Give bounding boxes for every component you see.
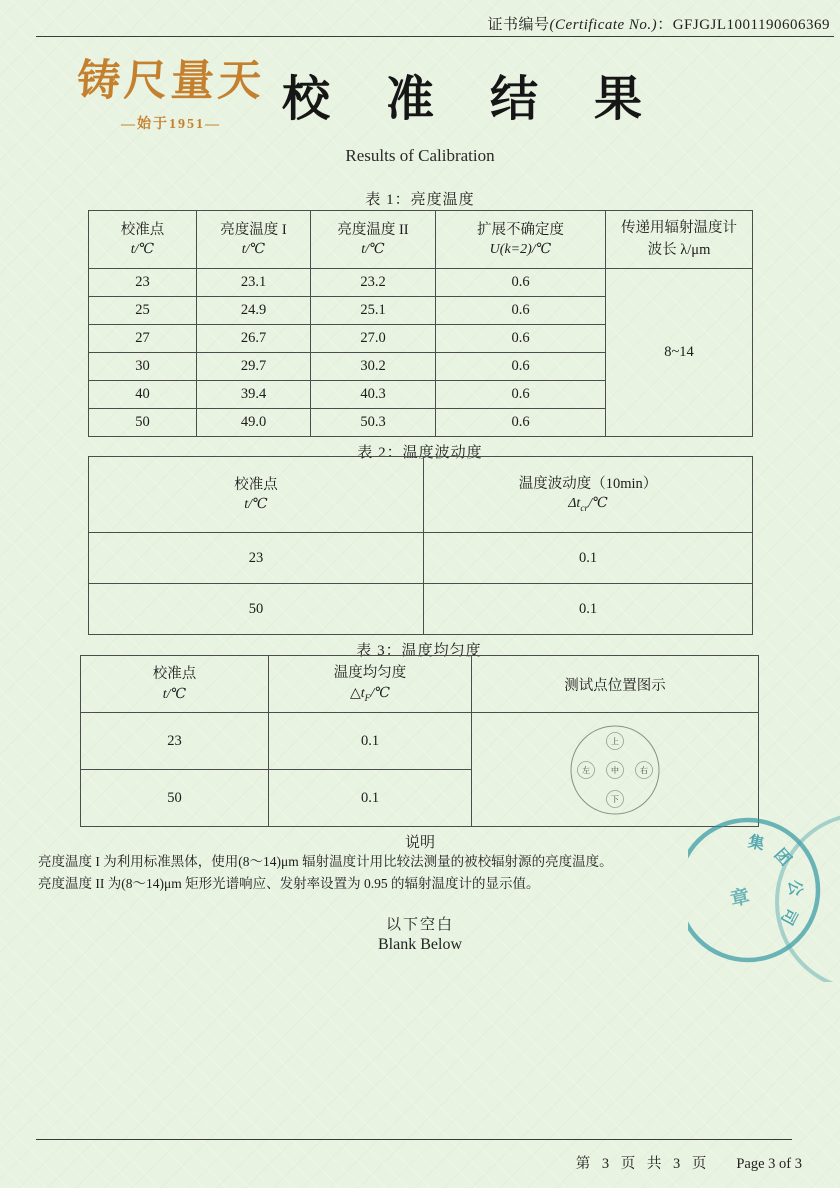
stamp-arc-char: 集 (746, 833, 766, 854)
table3-cell: 0.1 (269, 770, 472, 827)
table1-cell: 26.7 (197, 325, 311, 353)
table1-cell: 23 (89, 269, 197, 297)
blank-below-cn: 以下空白 (385, 917, 454, 933)
table1-cell: 30 (89, 353, 197, 381)
table1-cell: 40 (89, 381, 197, 409)
notes-heading: 说明 (404, 835, 435, 851)
table2-row (89, 533, 753, 584)
table3-cell: 50 (81, 770, 269, 827)
table1-cell: 40.3 (311, 381, 436, 409)
table3-cell: 23 (81, 713, 269, 770)
blank-below-en: Blank Below (378, 936, 462, 953)
page-subtitle: Results of Calibration (345, 146, 495, 165)
table2-cell: 0.1 (424, 533, 753, 584)
table1-cell: 23.2 (311, 269, 436, 297)
logo-calligraphy-text: 铸尺量天 (75, 58, 267, 105)
notes-line1: 亮度温度 I 为利用标准黑体，使用(8～14)μm 辐射温度计用比较法测量的被校辐射源的亮度温度。 (38, 854, 613, 869)
table1-cell: 24.9 (197, 297, 311, 325)
stamp-center-char: 章 (728, 886, 752, 911)
table1-header-wavelength: 传递用辐射温度计 波长 λ/μm (606, 211, 753, 269)
table1-cell: 29.7 (197, 353, 311, 381)
table1-cell: 0.6 (436, 325, 606, 353)
certificate-label-cn: 证书编号 (487, 17, 550, 33)
footer-page-indicator (576, 1152, 802, 1173)
diagram-label-bottom: 下 (611, 794, 619, 804)
table2-cell: 23 (89, 533, 424, 584)
table1-luminance-temperature (88, 210, 753, 437)
table1-cell: 25.1 (311, 297, 436, 325)
table1-header-calpoint: 校准点 t/℃ (89, 211, 197, 269)
table1-cell: 27.0 (311, 325, 436, 353)
table1-cell: 49.0 (197, 409, 311, 437)
table3-cell: 0.1 (269, 713, 472, 770)
table1-caption: 表 1：亮度温度 (365, 192, 475, 208)
table3-header-row (81, 656, 759, 713)
table1-cell: 50.3 (311, 409, 436, 437)
table2-header-row (89, 457, 753, 533)
diagram-label-left: 左 (582, 765, 590, 775)
table1-cell: 0.6 (436, 353, 606, 381)
footer-page-cn: 第 3 页 共 3 页 (575, 1156, 711, 1172)
stamp-arc-char: 司 (777, 905, 800, 928)
diagram-label-center: 中 (611, 765, 619, 775)
notes-line2: 亮度温度 II 为(8～14)μm 矩形光谱响应、发射率设置为 0.95 的辐射温度计的显示值。 (38, 876, 540, 891)
certificate-number: GFJGJL1001190606369 (672, 17, 830, 33)
page-title: 校 准 结 果 (282, 73, 665, 126)
notes-body (38, 851, 778, 895)
table3-row (81, 713, 759, 770)
table2-cell: 0.1 (424, 584, 753, 635)
table3-header-uniformity: 温度均匀度 $\triangle t_F/℃$ (269, 656, 472, 713)
table1-cell: 50 (89, 409, 197, 437)
diagram-label-top: 上 (611, 736, 619, 746)
certificate-underline (36, 36, 834, 37)
table1-cell: 27 (89, 325, 197, 353)
footer-page-en: Page 3 of 3 (736, 1156, 802, 1172)
table1-wavelength-merged-cell: 8~14 (606, 269, 753, 437)
test-point-diagram-cell (472, 713, 759, 827)
table2-row (89, 584, 753, 635)
table3-header-calpoint: 校准点 t/℃ (81, 656, 269, 713)
table3-header-diagram: 测试点位置图示 (472, 656, 759, 713)
table2-caption: 表 2：温度波动度 (357, 445, 483, 461)
stamp-arc-char: 团 (770, 846, 795, 870)
table2-cell: 50 (89, 584, 424, 635)
table2-header-calpoint: 校准点 t/℃ (89, 457, 424, 533)
table3-temperature-uniformity (80, 655, 759, 827)
table2-header-fluctuation: 温度波动度（10min） $\Delta t_{cr}/℃$ (424, 457, 753, 533)
footer-rule (36, 1139, 792, 1140)
test-point-diagram (545, 718, 685, 822)
table1-header-lumtemp2: 亮度温度 II t/℃ (311, 211, 436, 269)
table1-header-uncertainty: 扩展不确定度 U(k=2)/℃ (436, 211, 606, 269)
organization-logo (76, 58, 266, 133)
stamp-arc-char: 公 (785, 879, 804, 897)
table1-cell: 39.4 (197, 381, 311, 409)
certificate-label-en: (Certificate No.) (549, 17, 658, 33)
table3-caption: 表 3：温度均匀度 (356, 643, 482, 659)
table1-cell: 0.6 (436, 381, 606, 409)
table1-row (89, 269, 753, 297)
diagram-label-right: 右 (640, 765, 648, 775)
table1-cell: 30.2 (311, 353, 436, 381)
certificate-separator: ： (657, 17, 673, 33)
table1-cell: 0.6 (436, 409, 606, 437)
table2-temperature-fluctuation (88, 456, 753, 635)
table1-header-row (89, 211, 753, 269)
table1-cell: 0.6 (436, 297, 606, 325)
table1-cell: 25 (89, 297, 197, 325)
table1-cell: 0.6 (436, 269, 606, 297)
certificate-number-line (488, 13, 830, 34)
logo-since-text: —始于1951— (121, 117, 221, 133)
table1-cell: 23.1 (197, 269, 311, 297)
table1-header-lumtemp1: 亮度温度 I t/℃ (197, 211, 311, 269)
